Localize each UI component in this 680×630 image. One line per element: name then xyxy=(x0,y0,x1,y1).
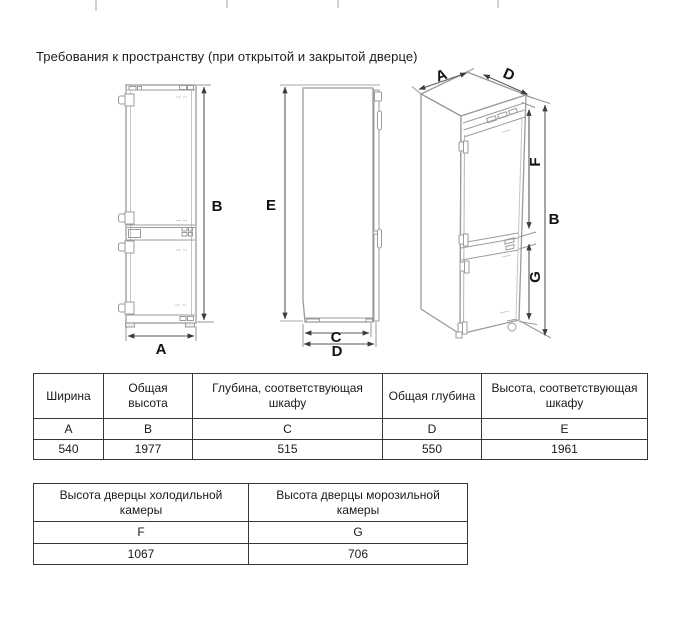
dim-letter-cell: F xyxy=(34,522,249,544)
column-header: Ширина xyxy=(34,374,104,419)
perspective-height-label: B xyxy=(548,211,560,228)
side-total-depth-label: D xyxy=(331,343,343,360)
dim-letter-cell: D xyxy=(383,419,482,440)
side-door xyxy=(374,90,382,321)
dim-value-cell: 1067 xyxy=(34,544,249,565)
dim-letter-cell: E xyxy=(482,419,648,440)
dim-letter-cell: B xyxy=(104,419,193,440)
dimensions-table xyxy=(33,373,648,460)
column-header: Общая глубина xyxy=(383,374,482,419)
column-header: Высота дверцы морозильной камеры xyxy=(249,484,468,522)
perspective-depth-label: D xyxy=(500,64,518,85)
side-view-drawing xyxy=(266,85,382,360)
dim-value-cell: 540 xyxy=(34,440,104,460)
perspective-width-label: A xyxy=(433,65,450,86)
column-header: Высота, соответствующая шкафу xyxy=(482,374,648,419)
dim-value-cell: 706 xyxy=(249,544,468,565)
dim-value-cell: 1977 xyxy=(104,440,193,460)
column-header: Глубина, соответствующая шкафу xyxy=(193,374,383,419)
page-title: Требования к пространству (при открытой и закрытой дверце) xyxy=(36,49,418,64)
front-width-label: A xyxy=(155,341,167,358)
column-header: Высота дверцы холодильной камеры xyxy=(34,484,249,522)
dim-letter-cell: C xyxy=(193,419,383,440)
front-width-dimension xyxy=(126,326,196,341)
door-heights-table xyxy=(33,483,468,565)
dim-value-cell: 1961 xyxy=(482,440,648,460)
perspective-view-drawing xyxy=(412,65,560,338)
dim-letter-cell: G xyxy=(249,522,468,544)
front-view-drawing xyxy=(119,85,223,358)
dim-letter-cell: A xyxy=(34,419,104,440)
front-height-label: B xyxy=(211,198,223,215)
dim-value-cell: 550 xyxy=(383,440,482,460)
column-header: Общая высота xyxy=(104,374,193,419)
side-height-label: E xyxy=(265,197,277,214)
dim-value-cell: 515 xyxy=(193,440,383,460)
perspective-freezer-door-label: G xyxy=(527,271,544,283)
side-cabinet-depth-label: C xyxy=(330,329,342,346)
page-crop-marks xyxy=(96,0,498,11)
perspective-fridge-door-label: F xyxy=(527,157,544,167)
